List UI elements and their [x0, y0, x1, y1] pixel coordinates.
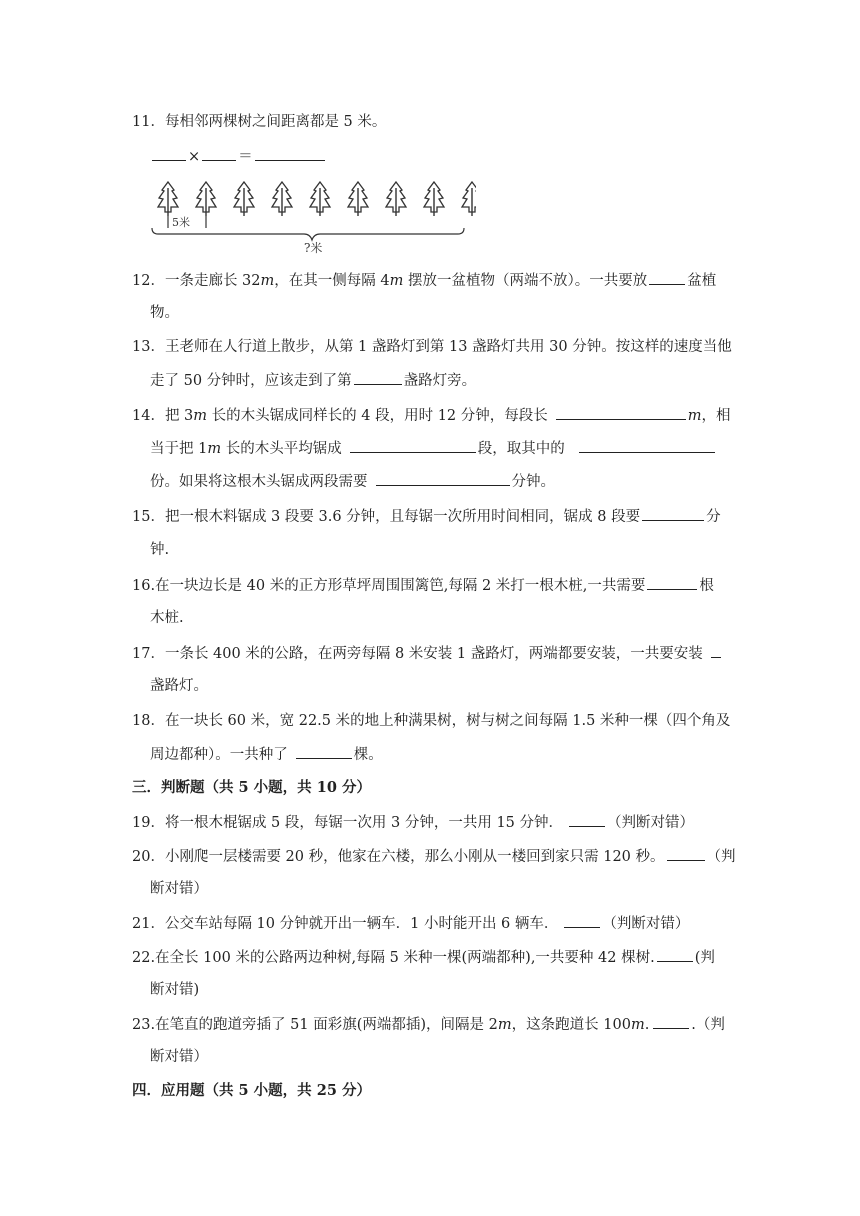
- question-14-cont-1: [150, 438, 717, 459]
- tree-icon: [310, 182, 330, 216]
- question-16-cont: [150, 608, 184, 628]
- q17-text-a: 17．一条长 400 米的公路，在两旁每隔 8 米安装 1 盏路灯，两端都要安装，一共要安装: [132, 646, 703, 662]
- q19-text-b: （判断对错）: [607, 815, 695, 831]
- answer-blank[interactable]: [350, 438, 476, 453]
- question-18: [132, 711, 730, 731]
- question-18-cont: [150, 744, 383, 765]
- question-15: [132, 506, 721, 527]
- q12-text-2: ，在其一侧每隔 4: [274, 273, 390, 289]
- question-14: [132, 405, 731, 426]
- q22-text-b: (判: [694, 950, 715, 966]
- q14-text-j: 份。如果将这根木头锯成两段需要: [150, 474, 368, 490]
- q14-text-e: ，相: [701, 408, 731, 424]
- question-23-cont: [150, 1047, 208, 1067]
- answer-blank[interactable]: [296, 744, 352, 759]
- answer-blank[interactable]: [657, 947, 693, 962]
- question-22: [132, 947, 715, 968]
- section-4-title: 四．应用题（共 5 小题，共 25 分）: [132, 1082, 371, 1099]
- answer-blank[interactable]: [653, 1014, 689, 1029]
- question-20-cont: [150, 879, 208, 899]
- tree-icon: [234, 182, 254, 216]
- q23-cont-text: 断对错）: [150, 1049, 208, 1065]
- q14-text-k: 分钟。: [511, 474, 555, 490]
- q18-cont-text-a: 周边都种）。一共种了: [150, 747, 288, 763]
- times-sign: ×: [188, 149, 201, 165]
- question-23: [132, 1014, 725, 1035]
- section-heading-application: [132, 1081, 371, 1101]
- question-12-cont: [150, 303, 179, 323]
- q22-cont-text: 断对错): [150, 982, 200, 998]
- question-text: 11．每相邻两棵树之间距离都是 5 米。: [132, 114, 387, 130]
- trees-group: [158, 182, 476, 216]
- q14-text-i: 段，取其中的: [477, 441, 565, 457]
- q12-unit-1: m: [260, 273, 275, 289]
- answer-blank[interactable]: [354, 370, 402, 385]
- answer-blank[interactable]: [202, 146, 236, 161]
- q13-text: 13．王老师在人行道上散步，从第 1 盏路灯到第 13 盏路灯共用 30 分钟。按这样的速度当他: [132, 339, 732, 355]
- q23-text-e: .: [644, 1017, 650, 1033]
- answer-blank[interactable]: [647, 575, 697, 590]
- q12-text-1: 12．一条走廊长 32: [132, 273, 261, 289]
- q15-text-a: 15．把一根木料锯成 3 段要 3.6 分钟，且每锯一次所用时间相同，锯成 8 段要: [132, 509, 641, 525]
- q14-unit-d: m: [687, 408, 702, 424]
- q23-text-a: 23.在笔直的跑道旁插了 51 面彩旗(两端都插)，间隔是 2: [132, 1017, 498, 1033]
- q16-text-a: 16.在一块边长是 40 米的正方形草坪周围围篱笆,每隔 2 米打一根木桩,一共需要: [132, 578, 646, 594]
- five-meter-label: 5米: [172, 216, 190, 229]
- answer-blank[interactable]: [376, 471, 510, 486]
- tree-row-figure: [146, 176, 476, 256]
- q14-unit-g: m: [207, 441, 222, 457]
- q18-text-a: 18．在一块长 60 米，宽 22.5 米的地上种满果树，树与树之间每隔 1.5 米种一棵（四个角及: [132, 713, 731, 729]
- total-length-label: ?米: [304, 241, 323, 255]
- answer-blank[interactable]: [667, 846, 705, 861]
- equals-sign: ＝: [238, 149, 253, 165]
- tree-icon: [348, 182, 368, 216]
- q22-text-a: 22.在全长 100 米的公路两边种树,每隔 5 米种一棵(两端都种),一共要种 42 棵树.: [132, 950, 655, 966]
- q20-text-b: （判: [706, 849, 736, 865]
- answer-blank[interactable]: [579, 438, 715, 453]
- q14-text-h: 长的木头平均锯成: [221, 441, 342, 457]
- question-20: [132, 846, 736, 867]
- answer-blank[interactable]: [569, 812, 605, 827]
- section-heading-judgment: [132, 778, 371, 798]
- answer-blank[interactable]: [152, 146, 186, 161]
- answer-blank[interactable]: [642, 506, 704, 521]
- tree-icon: [196, 182, 216, 216]
- answer-blank[interactable]: [564, 913, 600, 928]
- question-19: [132, 812, 694, 833]
- question-15-cont: [150, 540, 169, 560]
- q12-text-3: 摆放一盆植物（两端不放）。一共要放: [403, 273, 648, 289]
- q17-cont-text: 盏路灯。: [150, 678, 208, 694]
- q23-unit-b: m: [497, 1017, 512, 1033]
- q19-text-a: 19．将一根木棍锯成 5 段，每锯一次用 3 分钟，一共用 15 分钟．: [132, 815, 564, 831]
- answer-blank[interactable]: [255, 146, 325, 161]
- q13-cont-text-a: 走了 50 分钟时，应该走到了第: [150, 373, 352, 389]
- q23-unit-d: m: [630, 1017, 645, 1033]
- q13-cont-text-b: 盏路灯旁。: [403, 373, 477, 389]
- question-13-cont: [150, 370, 476, 391]
- tree-icon: [386, 182, 406, 216]
- q15-cont-text: 钟.: [150, 542, 170, 558]
- q21-text-a: 21．公交车站每隔 10 分钟就开出一辆车．1 小时能开出 6 辆车．: [132, 916, 559, 932]
- q12-unit-2: m: [389, 273, 404, 289]
- tree-icon: [462, 182, 476, 216]
- q20-text-a: 20．小刚爬一层楼需要 20 秒，他家在六楼，那么小刚从一楼回到家只需 120 秒。: [132, 849, 665, 865]
- q14-text-a: 14．把 3: [132, 408, 194, 424]
- question-11: [132, 112, 386, 132]
- section-3-title: 三．判断题（共 5 小题，共 10 分）: [132, 779, 371, 796]
- q23-text-f: .（判: [691, 1017, 725, 1033]
- q18-cont-text-b: 棵。: [353, 747, 383, 763]
- q16-text-b: 根: [699, 578, 714, 594]
- question-21: [132, 913, 689, 934]
- question-13: [132, 337, 732, 357]
- q14-text-c: 长的木头锯成同样长的 4 段，用时 12 分钟，每段长: [207, 408, 548, 424]
- question-17: [132, 643, 723, 664]
- q12-cont-text: 物。: [150, 305, 179, 321]
- q14-text-f: 当于把 1: [150, 441, 208, 457]
- q12-text-4: 盆植: [687, 273, 717, 289]
- tree-icon: [424, 182, 444, 216]
- answer-blank[interactable]: [649, 270, 685, 285]
- answer-blank[interactable]: [556, 405, 686, 420]
- question-14-cont-2: [150, 471, 555, 492]
- q15-text-b: 分: [706, 509, 721, 525]
- question-12: [132, 270, 716, 291]
- answer-blank[interactable]: [711, 643, 721, 658]
- q14-unit-b: m: [193, 408, 208, 424]
- q16-cont-text: 木桩.: [150, 610, 184, 626]
- q20-cont-text: 断对错）: [150, 881, 208, 897]
- q11-formula: [150, 146, 327, 167]
- q21-text-b: （判断对错）: [602, 916, 690, 932]
- q23-text-c: ，这条跑道长 100: [511, 1017, 631, 1033]
- tree-icon: [158, 182, 178, 216]
- question-17-cont: [150, 676, 208, 696]
- question-22-cont: [150, 980, 199, 1000]
- question-16: [132, 575, 714, 596]
- tree-icon: [272, 182, 292, 216]
